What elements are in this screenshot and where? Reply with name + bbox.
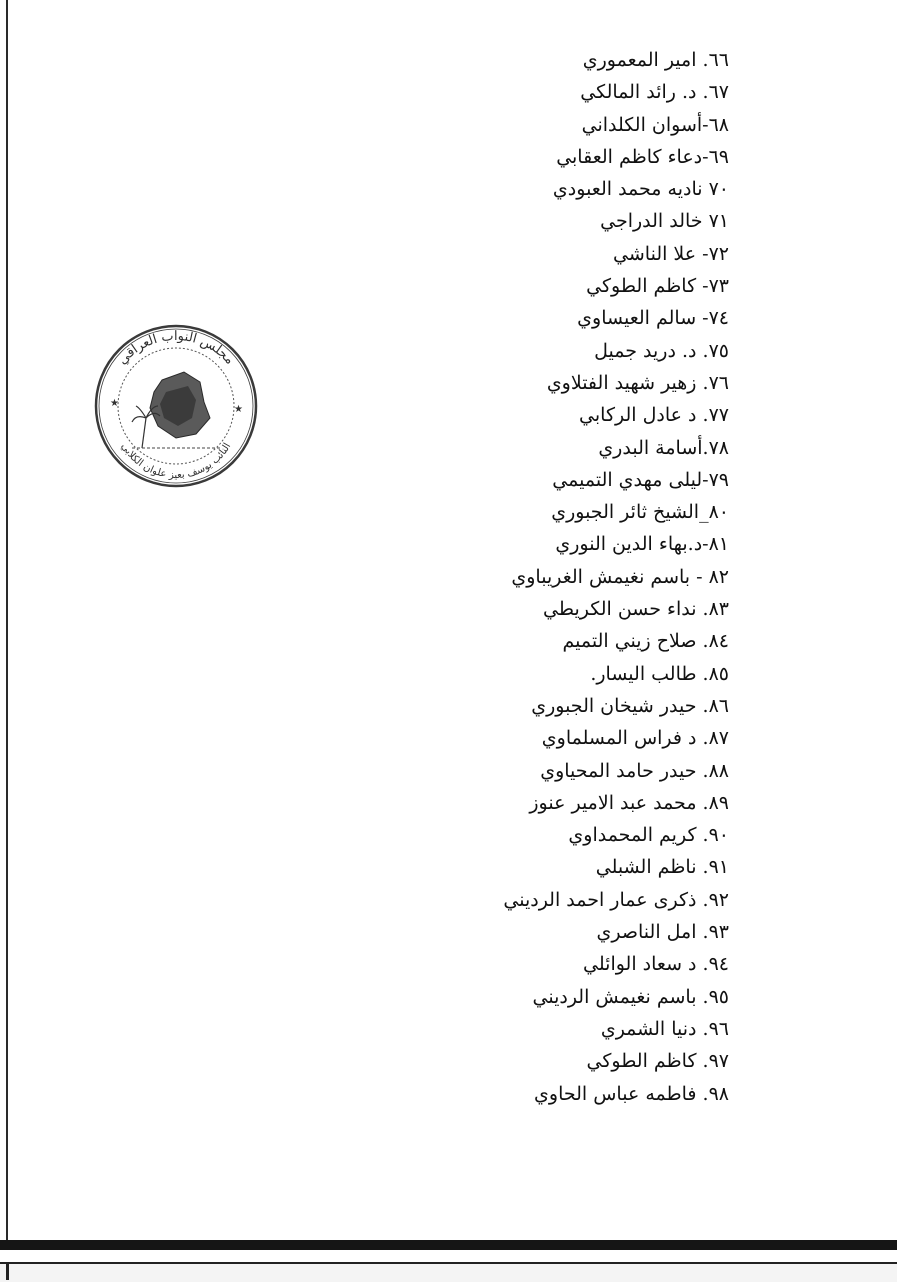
name-entry: ٨٦. حيدر شيخان الجبوري [531,694,729,717]
star-icon-right: ★ [234,404,243,415]
name-entry: ٨٣. نداء حسن الكريطي [543,598,729,621]
next-page-edge [0,1262,897,1282]
parliament-seal-icon [92,322,260,490]
name-entry: ٨١-د.بهاء الدين النوري [555,533,729,556]
iraq-map-icon [150,372,210,438]
seal-inner-text: النائب يوسف بعيز علوان الكلابي [118,441,234,482]
names-list [209,44,729,1110]
name-entry: ٧٩-ليلى مهدي التميمي [552,468,729,491]
name-entry: ٧٢- علا الناشي [613,242,729,265]
name-entry: ٧٣- كاظم الطوكي [586,275,729,298]
name-entry: ٨٧. د فراس المسلماوي [541,727,729,750]
name-entry: ٩٤. د سعاد الوائلي [583,953,729,976]
name-entry: ٧١ خالد الدراجي [600,210,729,233]
name-entry: ٧٧. د عادل الركابي [579,404,729,427]
name-entry: ٧٤- سالم العيساوي [577,307,729,330]
name-entry: ٩٢. ذكرى عمار احمد الرديني [503,888,729,911]
name-entry: ٦٦. امير المعموري [582,49,729,71]
name-entry: ٨٠_الشيخ ثائر الجبوري [551,501,729,524]
name-entry: ٧٦. زهير شهيد الفتلاوي [546,371,729,394]
name-entry: ٩٥. باسم نغيمش الرديني [532,985,729,1008]
bottom-rule [0,1240,897,1250]
name-entry: ٨٢ - باسم نغيمش الغريباوي [511,565,729,588]
name-entry: ٧٥. د. دريد جميل [594,339,729,362]
name-entry: ٩٦. دنيا الشمري [600,1017,729,1040]
name-entry: ٦٧. د. رائد المالكي [580,81,729,104]
name-entry: ٩٠. كريم المحمداوي [568,824,729,847]
name-entry: ٨٩. محمد عبد الامير عنوز [529,791,729,814]
seal-outer-text: مجلس النواب العراقي [115,328,237,368]
name-entry: ٦٩-دعاء كاظم العقابي [556,145,729,168]
name-entry: ٩٧. كاظم الطوكي [586,1050,729,1073]
star-icon-left: ★ [110,398,119,409]
name-entry: ٩٨. فاطمه عباس الحاوي [534,1082,729,1105]
name-entry: ٦٨-أسوان الكلداني [581,113,729,136]
name-entry: ٧٨.أسامة البدري [598,436,729,459]
page-left-edge [6,0,8,1240]
name-entry: ٨٥. طالب اليسار. [590,662,729,685]
name-entry: ٨٤. صلاح زيني التميم [562,630,729,653]
name-entry: ٩٣. امل الناصري [596,921,729,944]
name-entry: ٧٠ ناديه محمد العبودي [552,178,729,201]
name-entry: ٩١. ناظم الشبلي [595,856,729,879]
name-entry: ٨٨. حيدر حامد المحياوي [540,759,729,782]
